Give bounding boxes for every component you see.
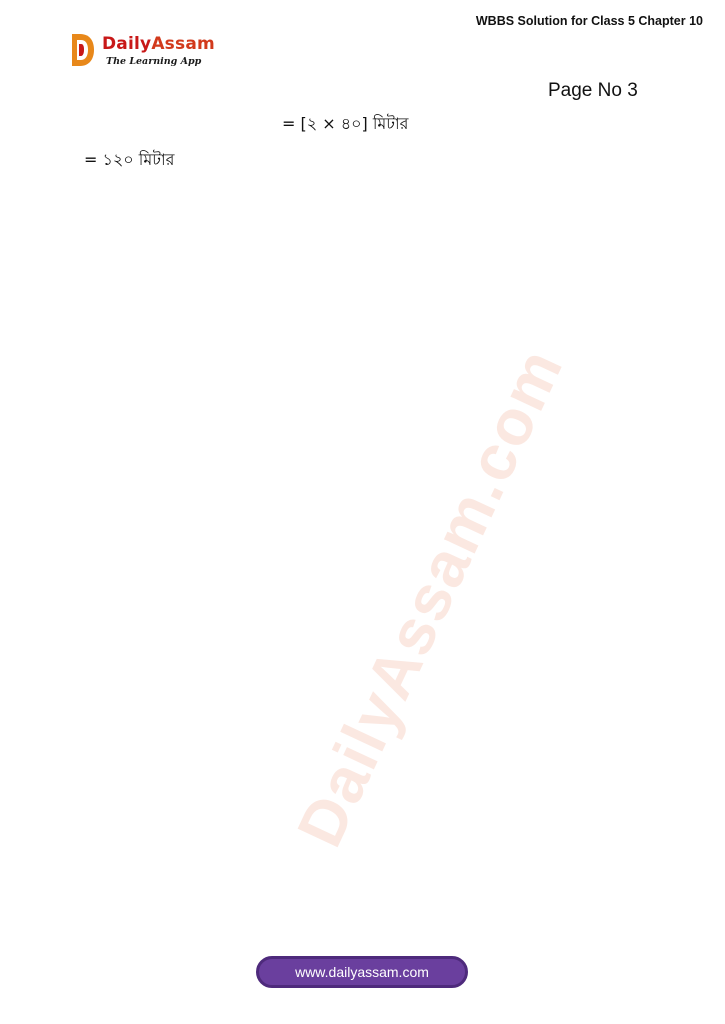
brand-name: DailyAssam [102,34,215,54]
page-header [476,14,703,28]
brand-logo [70,32,230,72]
page-number: Page No 3 [548,80,638,101]
answer-line: = ১২০ মিটার [84,150,175,169]
footer-link[interactable]: www.dailyassam.com [256,956,468,988]
answer-line: = [২ × ৪০] মিটার [282,114,409,133]
brand-tagline: The Learning App [106,56,202,67]
watermark: DailyAssam.com [283,336,577,858]
document-body [84,106,694,178]
logo-d-icon [70,32,96,68]
header-title: WBBS Solution for Class 5 Chapter 10 [475,14,703,28]
